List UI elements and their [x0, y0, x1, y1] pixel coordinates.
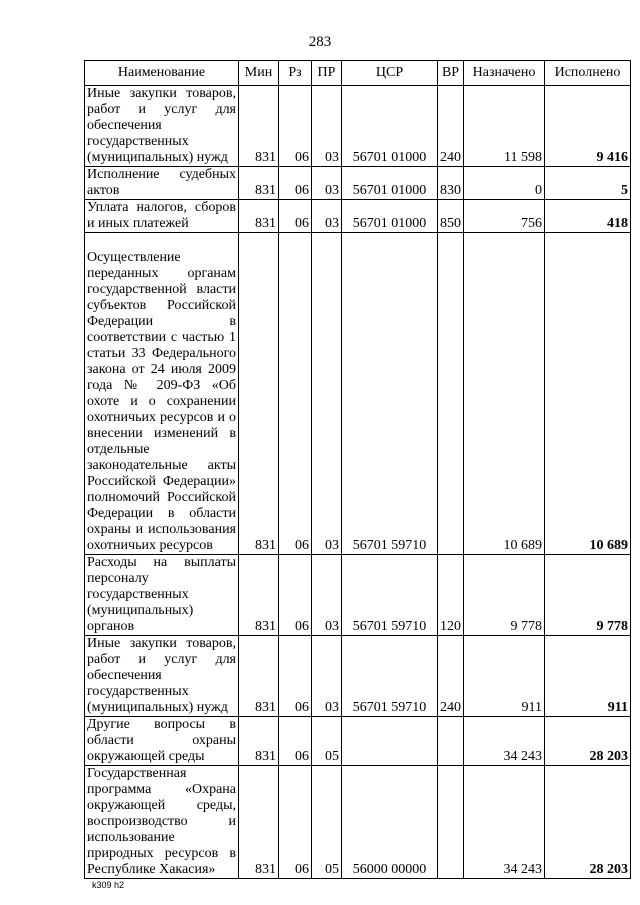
row-rz: 06 [279, 86, 312, 167]
row-pr: 05 [312, 766, 342, 879]
header-executed: Исполнено [545, 61, 631, 86]
row-rz: 06 [279, 167, 312, 200]
row-assigned: 9 778 [464, 555, 545, 636]
header-vr: ВР [438, 61, 464, 86]
table-row [85, 233, 631, 555]
row-pr: 03 [312, 167, 342, 200]
table-row [85, 636, 631, 717]
row-rz: 06 [279, 200, 312, 233]
table-header-row [85, 61, 631, 86]
row-min: 831 [239, 555, 279, 636]
header-csr: ЦСР [342, 61, 438, 86]
table-row [85, 555, 631, 636]
table-row [85, 717, 631, 766]
row-csr: 56701 59710 [342, 555, 438, 636]
row-min: 831 [239, 233, 279, 555]
row-executed: 28 203 [545, 766, 631, 879]
row-rz: 06 [279, 636, 312, 717]
row-csr: 56000 00000 [342, 766, 438, 879]
row-min: 831 [239, 766, 279, 879]
row-pr: 03 [312, 233, 342, 555]
row-executed: 911 [545, 636, 631, 717]
row-name: Расходы на выплаты персоналу государственных (муниципальных) органов [85, 555, 239, 636]
row-min: 831 [239, 86, 279, 167]
row-vr: 240 [438, 86, 464, 167]
row-assigned: 10 689 [464, 233, 545, 555]
row-pr: 03 [312, 200, 342, 233]
row-assigned: 911 [464, 636, 545, 717]
row-pr: 03 [312, 86, 342, 167]
row-executed: 10 689 [545, 233, 631, 555]
table-row [85, 167, 631, 200]
row-csr: 56701 59710 [342, 233, 438, 555]
header-name: Наименование [85, 61, 239, 86]
row-vr: 120 [438, 555, 464, 636]
row-vr [438, 766, 464, 879]
row-vr [438, 233, 464, 555]
table-row [85, 86, 631, 167]
page-number: 283 [308, 34, 332, 50]
row-name: Исполнение судебных актов [85, 167, 239, 200]
header-rz: Рз [279, 61, 312, 86]
row-executed: 9 778 [545, 555, 631, 636]
row-csr: 56701 01000 [342, 86, 438, 167]
row-csr [342, 717, 438, 766]
row-executed: 5 [545, 167, 631, 200]
row-assigned: 0 [464, 167, 545, 200]
row-pr: 03 [312, 555, 342, 636]
row-executed: 418 [545, 200, 631, 233]
table-row [85, 766, 631, 879]
header-min: Мин [239, 61, 279, 86]
row-assigned: 34 243 [464, 766, 545, 879]
row-min: 831 [239, 636, 279, 717]
footer-code: k309 h2 [92, 880, 125, 890]
row-name: Государственная программа «Охрана окружающей среды, воспроизводство и использование природных ресурсов в Республике Хакасия» [85, 766, 239, 879]
row-name: Осуществление переданных органам государственной власти субъектов Российской Федерации в соответствии с частью 1 статьи 33 Федерального закона от 24 июля 2009 года № 209-ФЗ «Об охоте и о сохранении охотничьих ресурсов и о внесении изменений в отдельные законодательные акты Российской Федерации» полномочий Российской Федерации в области охраны и использования охотничьих ресурсов [85, 233, 239, 555]
row-executed: 9 416 [545, 86, 631, 167]
row-pr: 03 [312, 636, 342, 717]
row-min: 831 [239, 200, 279, 233]
header-pr: ПР [312, 61, 342, 86]
row-rz: 06 [279, 233, 312, 555]
row-assigned: 34 243 [464, 717, 545, 766]
row-name: Другие вопросы в области охраны окружающей среды [85, 717, 239, 766]
row-name: Уплата налогов, сборов и иных платежей [85, 200, 239, 233]
row-rz: 06 [279, 766, 312, 879]
row-pr: 05 [312, 717, 342, 766]
row-vr: 830 [438, 167, 464, 200]
row-vr [438, 717, 464, 766]
row-csr: 56701 59710 [342, 636, 438, 717]
row-csr: 56701 01000 [342, 200, 438, 233]
row-rz: 06 [279, 717, 312, 766]
row-executed: 28 203 [545, 717, 631, 766]
row-name: Иные закупки товаров, работ и услуг для обеспечения государственных (муниципальных) нужд [85, 636, 239, 717]
row-rz: 06 [279, 555, 312, 636]
row-min: 831 [239, 717, 279, 766]
row-assigned: 11 598 [464, 86, 545, 167]
header-assigned: Назначено [464, 61, 545, 86]
row-min: 831 [239, 167, 279, 200]
row-vr: 850 [438, 200, 464, 233]
budget-table [84, 60, 631, 879]
table-row [85, 200, 631, 233]
row-csr: 56701 01000 [342, 167, 438, 200]
row-name: Иные закупки товаров, работ и услуг для обеспечения государственных (муниципальных) нужд [85, 86, 239, 167]
row-vr: 240 [438, 636, 464, 717]
row-assigned: 756 [464, 200, 545, 233]
